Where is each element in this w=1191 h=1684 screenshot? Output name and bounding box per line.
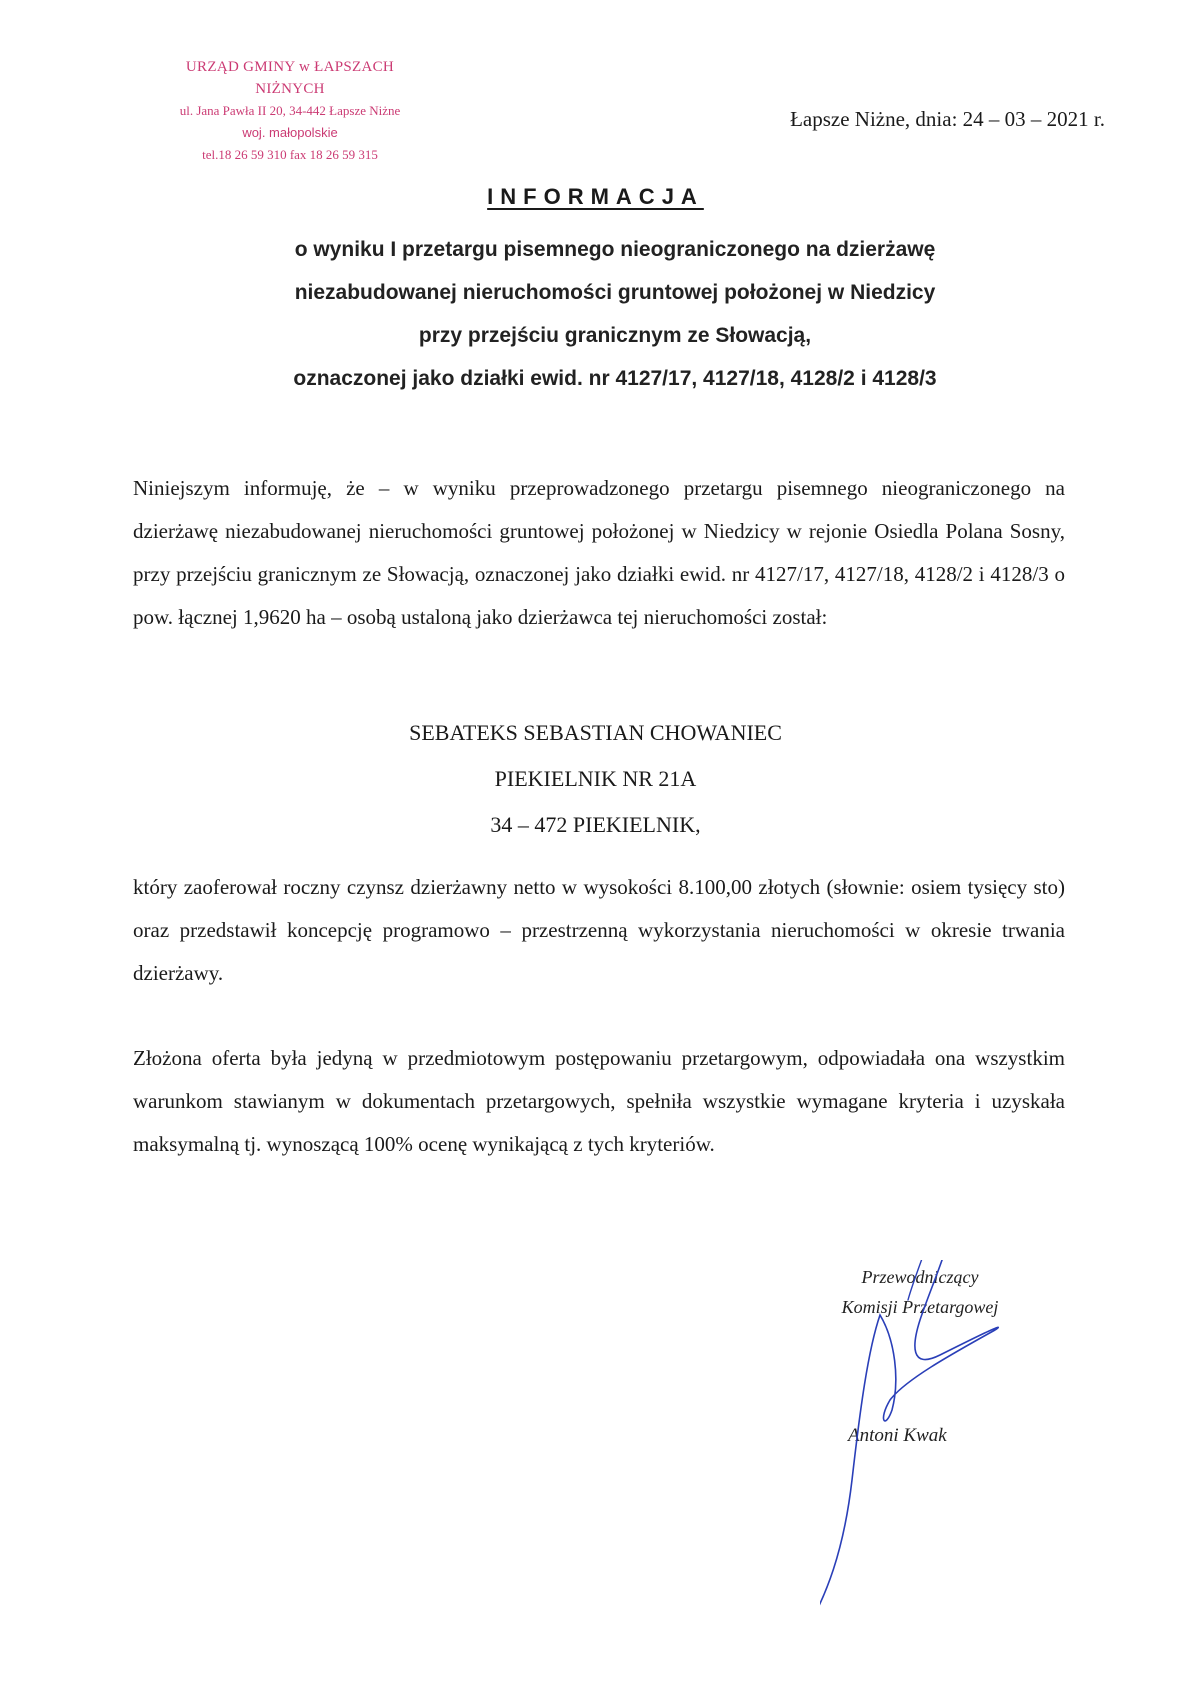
lessee-postal-city: 34 – 472 PIEKIELNIK, [490,812,701,837]
subtitle-line: oznaczonej jako działki ewid. nr 4127/17, 4127/18, 4128/2 i 4128/3 [293,367,937,390]
document-title-text: INFORMACJA [487,184,704,209]
subtitle-line: o wyniku I przetargu pisemnego nieograniczonego na dzierżawę [294,238,936,261]
subtitle-line: niezabudowanej nieruchomości gruntowej położonej w Niedzicy [294,281,936,304]
place-and-date: Łapsze Niżne, dnia: 24 – 03 – 2021 r. [790,107,1105,131]
stamp-office-name: URZĄD GMINY w ŁAPSZACH NIŻNYCH [185,59,395,97]
paragraph-evaluation: Złożona oferta była jedyną w przedmiotowym postępowaniu przetargowym, odpowiadała ona wszystkim warunkom stawianym w dokumentach przetargowych, spełniła wszystkie wymagane kryteria i uzyskała maksymalną tj. wynoszącą 100% ocenę wynikającą z tych kryteriów. [133,1046,1065,1156]
stamp-voivodeship: woj. małopolskie [242,125,338,140]
document-subtitle [140,228,1090,400]
signature-role-line2: Komisji Przetargowej [841,1297,999,1317]
subtitle-line: przy przejściu granicznym ze Słowacją, [418,324,812,347]
paragraph-offer: który zaoferował roczny czynsz dzierżawny netto w wysokości 8.100,00 złotych (słownie: osiem tysięcy sto) oraz przedstawił koncepcję programowo – przestrzenną wykorzystania nieruchomości w okresie trwania dzierżawy. [133,875,1065,985]
lessee-name: SEBATEKS SEBASTIAN CHOWANIEC [409,720,782,745]
signer-name: Antoni Kwak [848,1425,947,1446]
lessee-street: PIEKIELNIK NR 21A [494,766,697,791]
stamp-phone-fax: tel.18 26 59 310 fax 18 26 59 315 [202,147,378,162]
office-stamp [160,56,420,166]
handwritten-signature [820,1260,1080,1660]
paragraph-intro: Niniejszym informuję, że – w wyniku przeprowadzonego przetargu pisemnego nieograniczonego na dzierżawę niezabudowanej nieruchomości gruntowej położonej w Niedzicy w rejonie Osiedla Polana Sosny, przy przejściu granicznym ze Słowacją, oznaczonej jako działki ewid. nr 4127/17, 4127/18, 4128/2 i 4128/3 o pow. łącznej 1,9620 ha – osobą ustaloną jako dzierżawca tej nieruchomości został: [133,476,1065,629]
signature-role-line1: Przewodniczący [861,1267,979,1287]
document-title [0,184,1191,210]
lessee-address [0,710,1191,848]
stamp-address: ul. Jana Pawła II 20, 34-442 Łapsze Niżne [179,103,401,118]
